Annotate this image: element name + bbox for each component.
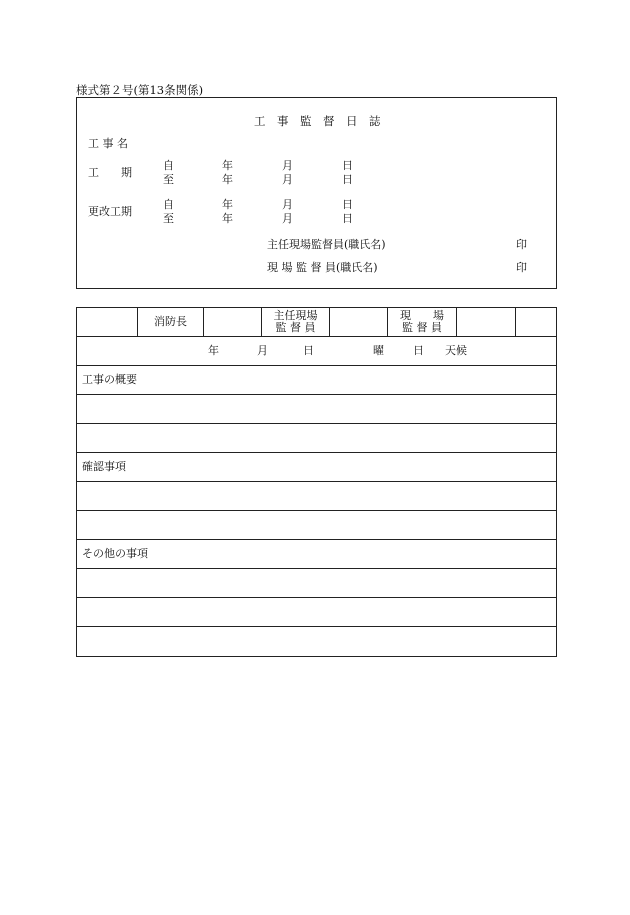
chief-supervisor-header [262,308,329,336]
other-line-2[interactable] [77,598,556,627]
fire-chief-cell [138,308,204,336]
work-name-label: 工 事 名 [88,137,128,150]
overview-heading-row [77,366,556,395]
date-year: 年 [208,344,219,357]
date-day2: 日 [413,344,424,357]
revised-from-day: 日 [342,198,353,211]
fire-chief-label: 消防長 [154,315,187,328]
revised-from-year: 年 [222,198,233,211]
page-title: 工 事 監 督 日 誌 [254,114,381,128]
chief-supervisor-header-line2: 監 督 員 [275,321,316,334]
revised-to: 至 [163,212,174,225]
site-supervisor-header-line2: 監 督 員 [402,321,442,334]
revised-to-day: 日 [342,212,353,225]
period-from-day: 日 [342,159,353,172]
site-supervisor-label: 現 場 監 督 員(職氏名) [267,261,378,274]
date-weekday: 曜 [373,344,384,357]
date-month: 月 [257,344,268,357]
chief-supervisor-seal-cell[interactable] [330,308,388,336]
confirmation-heading-row [77,453,556,482]
site-supervisor-header [388,308,456,336]
revised-to-year: 年 [222,212,233,225]
other-line-3[interactable] [77,627,556,656]
chief-supervisor-header-line1: 主任現場 [273,309,318,322]
site-supervisor-header-line1: 現 場 [400,309,444,322]
overview-line-2[interactable] [77,424,556,453]
confirmation-label: 確認事項 [82,460,126,473]
period-from: 自 [163,159,174,172]
site-supervisor-seal-cell[interactable] [457,308,516,336]
overview-line-1[interactable] [77,395,556,424]
chief-supervisor-label: 主任現場監督員(職氏名) [267,238,386,251]
site-supervisor-seal: 印 [516,261,527,274]
other-label: その他の事項 [82,547,148,560]
journal-table [76,307,557,657]
revised-from-month: 月 [282,198,293,211]
blank-cell-2[interactable] [516,308,556,336]
revised-period-label: 更改工期 [88,205,132,218]
period-to-day: 日 [342,173,353,186]
confirmation-line-1[interactable] [77,482,556,511]
chief-supervisor-cell [262,308,330,336]
form-number: 様式第２号(第13条関係) [76,83,204,97]
site-supervisor-cell [388,308,457,336]
revised-from: 自 [163,198,174,211]
other-heading-row [77,540,556,569]
other-line-1[interactable] [77,569,556,598]
chief-supervisor-seal: 印 [516,238,527,251]
approval-row [77,308,556,337]
period-to-year: 年 [222,173,233,186]
overview-label: 工事の概要 [82,373,137,386]
period-label: 工 期 [88,166,132,179]
period-from-year: 年 [222,159,233,172]
revised-to-month: 月 [282,212,293,225]
confirmation-line-2[interactable] [77,511,556,540]
date-row[interactable] [77,337,556,366]
blank-cell-1[interactable] [77,308,138,336]
period-from-month: 月 [282,159,293,172]
date-day: 日 [303,344,314,357]
period-to-month: 月 [282,173,293,186]
period-to: 至 [163,173,174,186]
date-weather: 天候 [445,344,467,357]
fire-chief-seal-cell[interactable] [204,308,262,336]
